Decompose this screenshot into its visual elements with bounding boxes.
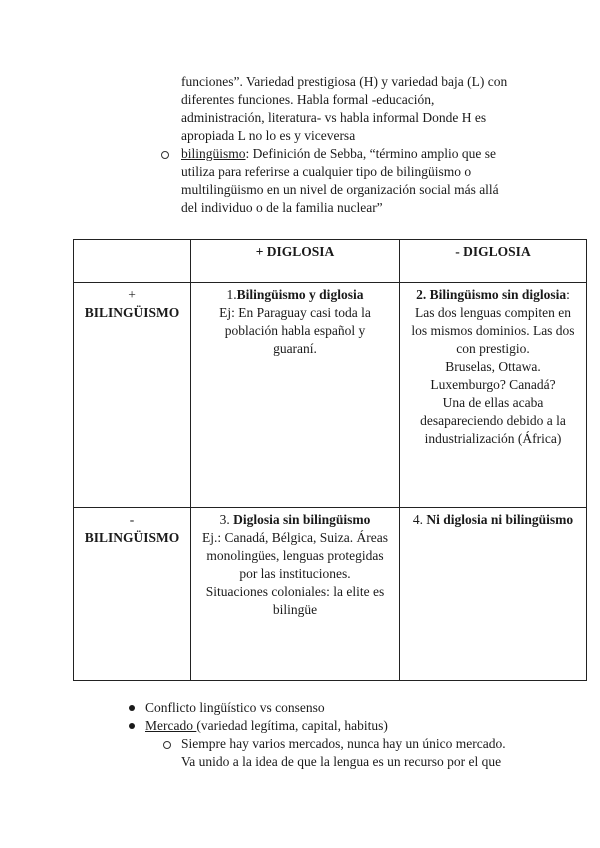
row-header-label: BILINGÜISMO	[84, 530, 180, 545]
bilinguismo-definition	[181, 145, 496, 163]
cell-bilinguismo-sin-diglosia: 2. Bilingüismo sin diglosia: Las dos lenguas compiten en los mismos dominios. Las dos con prestigio. Bruselas, Ottawa. Luxemburgo? Canadá? Una de ellas acaba desapareciendo debido a la industrialización (África)	[400, 283, 587, 508]
cell-title: Ni diglosia ni bilingüismo	[426, 512, 574, 527]
row-header-minus-bilinguismo	[74, 508, 191, 681]
cell-diglosia-sin-bilinguismo: 3. Diglosia sin bilingüismo Ej.: Canadá, Bélgica, Suiza. Áreas monolingües, lenguas protegidas por las instituciones. Situaciones coloniales: la elite es bilingüe	[191, 508, 400, 681]
row-header-plus-bilinguismo	[74, 283, 191, 508]
intro-line-3: administración, literatura- vs habla informal Donde H es	[181, 110, 487, 125]
cell-title: Bilingüismo y diglosia	[236, 287, 364, 302]
row-header-sign: -	[129, 512, 135, 527]
bullet-icon	[129, 705, 135, 711]
hollow-bullet-icon	[161, 151, 169, 159]
cell-title: 2. Bilingüismo sin diglosia	[416, 287, 567, 302]
diglosia-bilinguismo-table	[73, 239, 587, 681]
table-header-row	[74, 240, 587, 283]
header-minus-diglosia: - DIGLOSIA	[400, 240, 587, 283]
bullet-mercado: Mercado (variedad legítima, capital, habitus)	[145, 718, 388, 733]
table-row	[74, 283, 587, 508]
intro-line-1: funciones”. Variedad prestigiosa (H) y variedad baja (L) con	[181, 74, 508, 89]
bilinguismo-line-2: utiliza para referirse a cualquier tipo de bilingüismo o	[181, 164, 472, 179]
cell-bilinguismo-y-diglosia: 1.Bilingüismo y diglosia Ej: En Paraguay casi toda la población habla español y guaraní.	[191, 283, 400, 508]
mercado-sub-line-2: Va unido a la idea de que la lengua es un recurso por el que	[181, 754, 502, 769]
intro-line-2: diferentes funciones. Habla formal -educación,	[181, 92, 435, 107]
mercado-term: Mercado	[145, 718, 197, 733]
row-header-sign: +	[128, 287, 136, 302]
mercado-sub-line-1: Siempre hay varios mercados, nunca hay un único mercado.	[181, 736, 506, 751]
intro-line-4: apropiada L no lo es y viceversa	[181, 128, 356, 143]
row-header-label: BILINGÜISMO	[84, 305, 180, 320]
bullet-conflicto: Conflicto lingüístico vs consenso	[145, 700, 325, 715]
hollow-bullet-icon	[163, 741, 171, 749]
bilinguismo-line-4: del individuo o de la familia nuclear”	[181, 200, 383, 215]
cell-ni-diglosia-ni-bilinguismo: 4. Ni diglosia ni bilingüismo	[400, 508, 587, 681]
table-row	[74, 508, 587, 681]
bilinguismo-line-3: multilingüismo en un nivel de organización social más allá	[181, 182, 499, 197]
table-corner-cell	[74, 240, 191, 283]
bilinguismo-definition-text: : Definición de Sebba, “término amplio que se	[245, 146, 496, 161]
cell-title: Diglosia sin bilingüismo	[233, 512, 371, 527]
bullet-icon	[129, 723, 135, 729]
header-plus-diglosia: + DIGLOSIA	[191, 240, 400, 283]
bilinguismo-term: bilingüismo	[181, 146, 246, 161]
